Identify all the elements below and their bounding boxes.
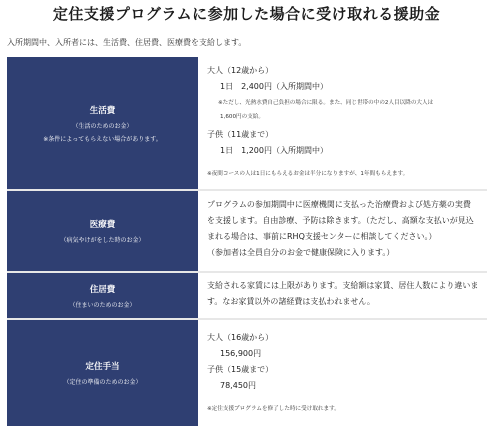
row-living-expenses — [7, 57, 487, 189]
content-line: 大人（12歳から） — [207, 66, 274, 75]
row-medical-expenses — [7, 191, 487, 271]
allowance-table — [7, 57, 487, 426]
row-header-medical — [7, 191, 198, 271]
content-line: 子供（11歳まで） — [207, 130, 274, 139]
content-line: 1日 1,200円（入所期間中） — [220, 146, 328, 155]
row-header-housing — [7, 273, 198, 318]
content-line: す。なお家賃以外の諸経費は支払われません。 — [207, 297, 375, 306]
row-subtitle: （住まいのためのお金） — [69, 301, 136, 309]
row-housing-expenses — [7, 273, 487, 318]
row-content-medical — [198, 191, 487, 271]
page-title: 定住支援プログラムに参加した場合に受け取れる援助金 — [52, 5, 441, 23]
row-title: 定住手当 — [85, 362, 120, 372]
content-line: まれる場合は、事前にRHQ支援センターに相談してください。） — [207, 232, 437, 241]
row-header-living — [7, 57, 198, 189]
row-settlement-allowance — [7, 320, 487, 426]
row-content-living — [198, 57, 487, 189]
row-subtitle: （生活のためのお金） — [72, 122, 133, 130]
content-line: 78,450円 — [220, 381, 256, 390]
content-line: 支給される家賃には上限があります。支給額は家賃、居住人数により違いま — [207, 281, 479, 290]
content-line: プログラムの参加期間中に医療機関に支払った治療費および処方薬の実費 — [207, 200, 471, 209]
content-line: 大人（16歳から） — [207, 333, 274, 342]
content-note: 1,600円の支給。 — [220, 114, 264, 120]
content-note: ※ただし、光熱水費自己負担の場合に限る。また、同じ世帯の中の2人目以降の大人は — [218, 100, 434, 106]
content-line: を支援します。自由診療、予防は除きます。（ただし、高額な支払いが見込 — [207, 216, 474, 225]
intro-text: 入所期間中、入所者には、生活費、住居費、医療費を支給します。 — [7, 38, 247, 47]
row-note: ※条件によってもらえない場合があります。 — [43, 135, 162, 143]
content-line: 156,900円 — [220, 349, 262, 358]
content-line: （参加者は全員自分のお金で健康保険に入ります。） — [207, 248, 395, 257]
row-title: 住居費 — [89, 284, 116, 295]
row-title: 生活費 — [89, 105, 116, 116]
content-line: 子供（15歳まで） — [207, 365, 274, 374]
row-header-settlement — [7, 320, 198, 426]
row-subtitle: （病気やけがをした時のお金） — [60, 237, 145, 244]
content-note: ※夜間コースの人は1日にもらえるお金は半分になりますが、1年間もらえます。 — [207, 171, 409, 177]
content-line: 1日 2,400円（入所期間中） — [220, 82, 328, 91]
row-content-housing — [198, 273, 487, 318]
row-title: 医療費 — [89, 220, 116, 230]
row-content-settlement — [198, 320, 487, 426]
content-note: ※定住支援プログラムを修了した時に受け取れます。 — [207, 406, 340, 412]
row-subtitle: （定住の準備のためのお金） — [63, 379, 142, 386]
